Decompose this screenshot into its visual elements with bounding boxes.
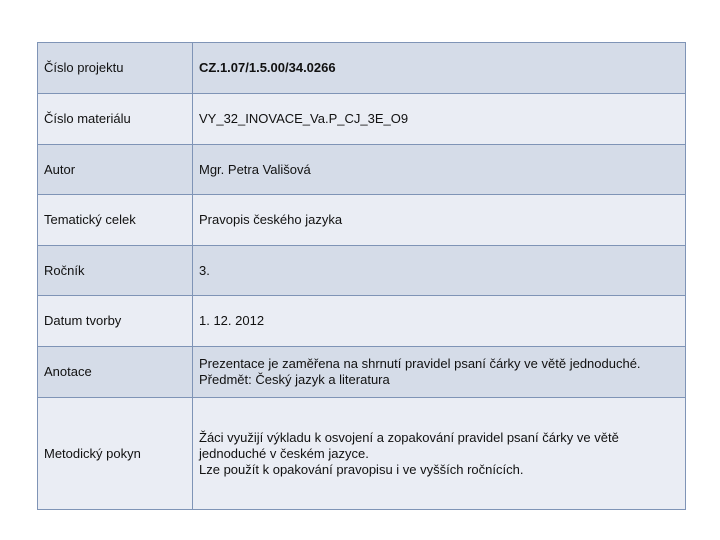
row-value-author: Mgr. Petra Vališová xyxy=(193,145,686,195)
row-value-material-number: VY_32_INOVACE_Va.P_CJ_3E_O9 xyxy=(193,94,686,145)
row-label-creation-date: Datum tvorby xyxy=(38,296,193,347)
row-label-methodical-note: Metodický pokyn xyxy=(38,398,193,510)
table-row xyxy=(38,246,686,296)
table-row xyxy=(38,145,686,195)
row-value-methodical-note xyxy=(193,398,686,510)
row-value-thematic-unit: Pravopis českého jazyka xyxy=(193,195,686,246)
annotation-line: Předmět: Český jazyk a literatura xyxy=(199,372,390,387)
row-label-material-number: Číslo materiálu xyxy=(38,94,193,145)
annotation-line: Prezentace je zaměřena na shrnutí pravidel psaní čárky ve větě jednoduché. xyxy=(199,356,641,371)
row-label-annotation: Anotace xyxy=(38,347,193,398)
table-row xyxy=(38,347,686,398)
row-label-thematic-unit: Tematický celek xyxy=(38,195,193,246)
row-label-grade: Ročník xyxy=(38,246,193,296)
row-label-author: Autor xyxy=(38,145,193,195)
row-value-annotation xyxy=(193,347,686,398)
row-value-creation-date: 1. 12. 2012 xyxy=(193,296,686,347)
methodical-note-line: Žáci využijí výkladu k osvojení a zopakování pravidel psaní čárky ve větě jednoduché v českém jazyce. xyxy=(199,429,619,461)
table-row xyxy=(38,398,686,510)
project-info-table xyxy=(37,42,686,510)
row-label-project-number: Číslo projektu xyxy=(38,43,193,94)
row-value-grade: 3. xyxy=(193,246,686,296)
table-row xyxy=(38,43,686,94)
row-value-project-number: CZ.1.07/1.5.00/34.0266 xyxy=(193,43,686,94)
table-row xyxy=(38,296,686,347)
table-row xyxy=(38,94,686,145)
table-row xyxy=(38,195,686,246)
methodical-note-line: Lze použít k opakování pravopisu i ve vyšších ročnících. xyxy=(199,461,524,477)
